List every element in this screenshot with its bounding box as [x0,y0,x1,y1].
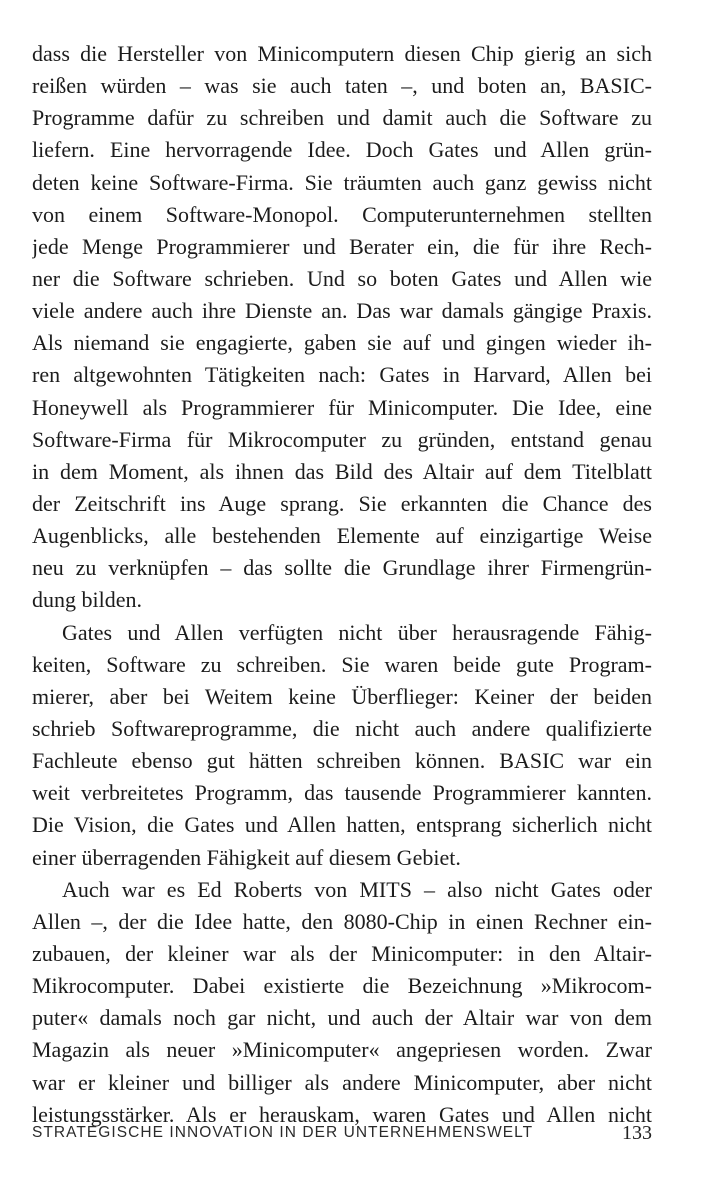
text-line: jede Menge Programmierer und Berater ein, die für ihre Rech- [32,233,652,259]
text-line: Als niemand sie engagierte, gaben sie auf und gingen wieder ih- [32,330,652,356]
text-line-paragraph-start: Auch war es Ed Roberts von MITS – also nicht Gates oder [62,876,652,902]
text-line: leistungsstärker. Als er herauskam, waren Gates und Allen nicht [32,1101,652,1127]
text-line: Mikrocomputer. Dabei existierte die Bezeichnung »Mikrocom- [32,973,652,999]
body-text [32,38,652,1131]
text-line: puter« damals noch gar nicht, und auch der Altair war von dem [32,1005,652,1031]
running-head: STRATEGISCHE INNOVATION IN DER UNTERNEHMENSWELT [32,1124,534,1141]
text-line: Software-Firma für Mikrocomputer zu gründen, entstand genau [32,426,652,452]
text-line: ren altgewohnten Tätigkeiten nach: Gates in Harvard, Allen bei [32,362,652,388]
text-line: Programme dafür zu schreiben und damit auch die Software zu [32,105,652,131]
text-line: liefern. Eine hervorragende Idee. Doch Gates und Allen grün- [32,137,652,163]
text-line: schrieb Softwareprogramme, die nicht auch andere qualifizierte [32,715,652,741]
text-line-paragraph-end: dung bilden. [32,587,142,613]
text-line: Fachleute ebenso gut hätten schreiben können. BASIC war ein [32,748,652,774]
text-line: weit verbreitetes Programm, das tausende Programmierer kannten. [32,780,652,806]
text-line: Allen –, der die Idee hatte, den 8080-Chip in einen Rechner ein- [32,908,652,934]
text-line: zubauen, der kleiner war als der Minicomputer: in den Altair- [32,940,652,966]
text-line: reißen würden – was sie auch taten –, und boten an, BASIC- [32,73,652,99]
text-line: Magazin als neuer »Minicomputer« angepriesen worden. Zwar [32,1037,652,1063]
text-line: von einem Software-Monopol. Computerunternehmen stellten [32,201,652,227]
text-line: mierer, aber bei Weitem keine Überflieger: Keiner der beiden [32,683,652,709]
text-line: neu zu verknüpfen – das sollte die Grundlage ihrer Firmengrün- [32,555,652,581]
text-line: dass die Hersteller von Minicomputern diesen Chip gierig an sich [32,41,652,66]
text-line: in dem Moment, als ihnen das Bild des Altair auf dem Titelblatt [32,458,652,484]
text-line: Honeywell als Programmierer für Minicomputer. Die Idee, eine [32,394,652,420]
page-footer [32,1122,652,1148]
text-line: viele andere auch ihre Dienste an. Das war damals gängige Praxis. [32,298,652,324]
text-line: war er kleiner und billiger als andere Minicomputer, aber nicht [32,1069,652,1095]
text-line-paragraph-start: Gates und Allen verfügten nicht über herausragende Fähig- [62,619,652,645]
text-line: Die Vision, die Gates und Allen hatten, entsprang sicherlich nicht [32,812,652,838]
text-line: Augenblicks, alle bestehenden Elemente auf einzigartige Weise [32,523,652,549]
text-line: keiten, Software zu schreiben. Sie waren beide gute Program- [32,651,652,677]
page-number: 133 [622,1122,652,1144]
text-line-paragraph-end: einer überragenden Fähigkeit auf diesem Gebiet. [32,844,461,870]
text-line: deten keine Software-Firma. Sie träumten auch ganz gewiss nicht [32,169,652,195]
text-line: der Zeitschrift ins Auge sprang. Sie erkannten die Chance des [32,490,652,516]
text-line: ner die Software schrieben. Und so boten Gates und Allen wie [32,265,652,291]
